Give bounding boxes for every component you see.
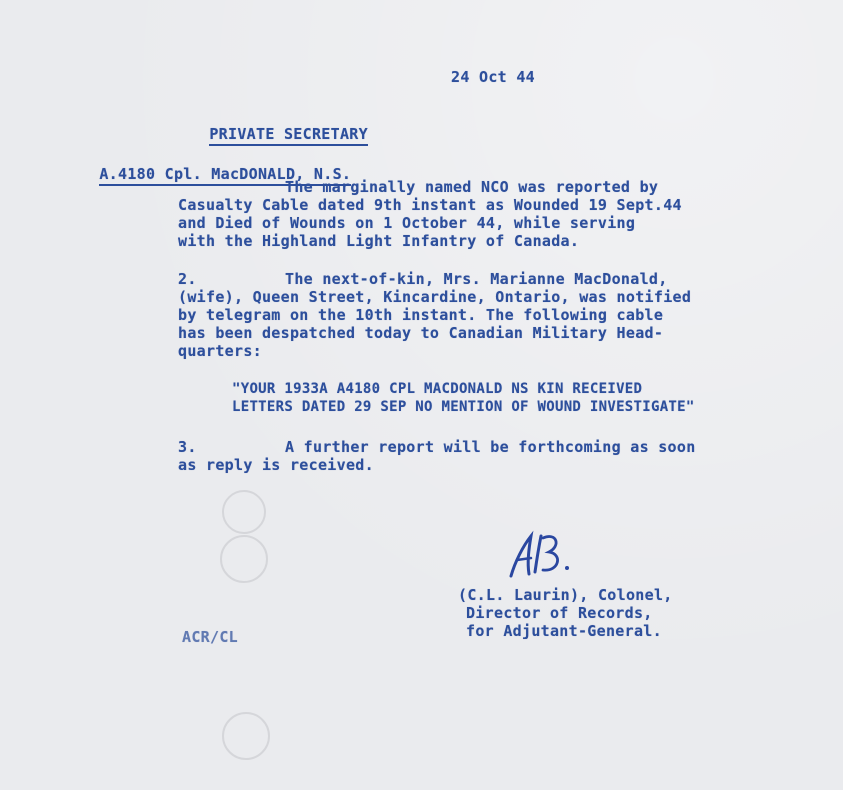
cable-line: LETTERS DATED 29 SEP NO MENTION OF WOUND INVESTIGATE": [232, 399, 695, 415]
para3-number: 3.: [178, 438, 197, 456]
para1-line: Casualty Cable dated 9th instant as Wounded 19 Sept.44: [178, 196, 682, 214]
signature-line: for Adjutant-General.: [466, 622, 662, 640]
para1-line: The marginally named NCO was reported by: [285, 178, 659, 196]
ghost-stamp-mark: [222, 712, 270, 760]
para3-line: A further report will be forthcoming as soon: [285, 438, 696, 456]
para2-line: (wife), Queen Street, Kincardine, Ontario, was notified: [178, 288, 692, 306]
document-date: 24 Oct 44: [451, 68, 535, 86]
para1-line: and Died of Wounds on 1 October 44, while serving: [178, 214, 636, 232]
ghost-stamp-mark: [220, 535, 268, 583]
para1-line: with the Highland Light Infantry of Canada.: [178, 232, 580, 250]
handwritten-initials: [505, 528, 573, 584]
para2-line: quarters:: [178, 342, 262, 360]
para2-line: has been despatched today to Canadian Military Head-: [178, 324, 664, 342]
para2-number: 2.: [178, 270, 197, 288]
para2-line: The next-of-kin, Mrs. Marianne MacDonald,: [285, 270, 668, 288]
signature-line: Director of Records,: [466, 604, 653, 622]
para3-line: as reply is received.: [178, 456, 374, 474]
heading-private-secretary: PRIVATE SECRETARY: [209, 125, 368, 146]
cable-line: "YOUR 1933A A4180 CPL MACDONALD NS KIN RECEIVED: [232, 381, 643, 397]
ghost-stamp-mark: [222, 490, 266, 534]
para2-line: by telegram on the 10th instant. The following cable: [178, 306, 664, 324]
signature-line: (C.L. Laurin), Colonel,: [458, 586, 673, 604]
reference-code: ACR/CL: [182, 628, 238, 646]
subject-line: A.4180 Cpl. MacDONALD, N.S.: [99, 165, 351, 186]
